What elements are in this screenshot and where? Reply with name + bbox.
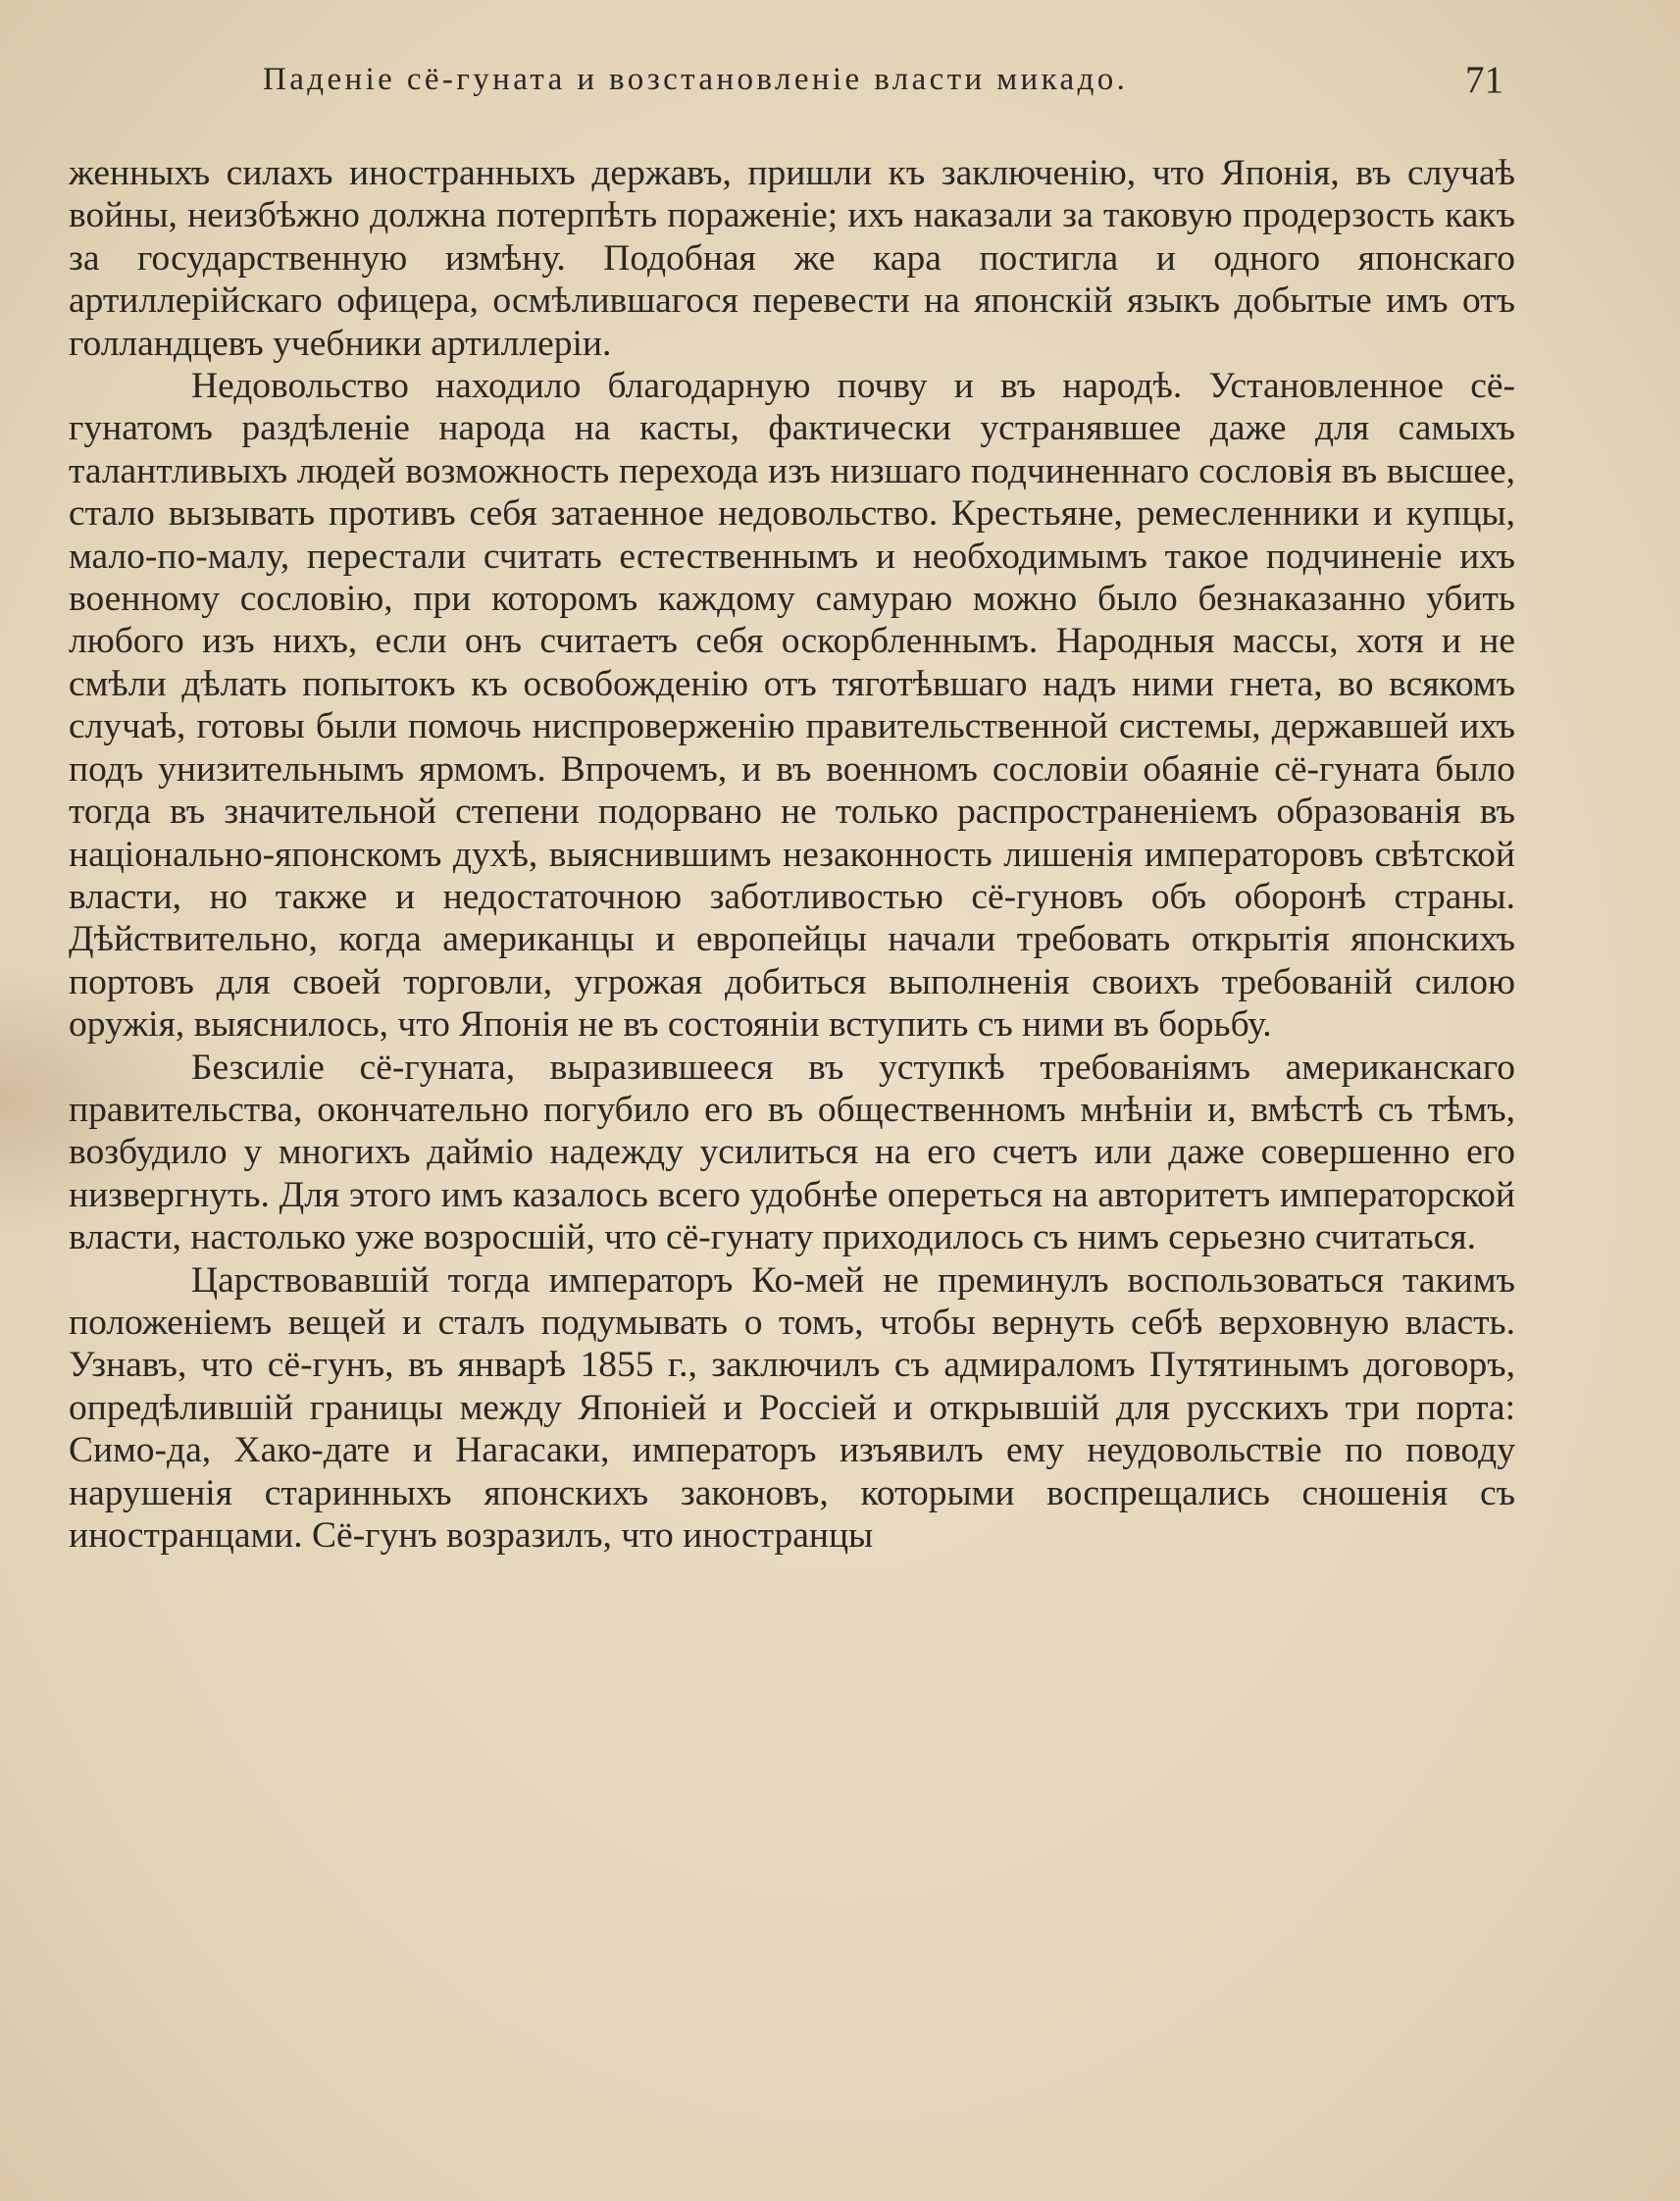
paragraph-discontent: Недовольство находило благодарную почву и въ народѣ. Установленное сё-гунатомъ раздѣленіе народа на касты, фактически устранявшее даже для самыхъ талантливыхъ людей возможность перехода изъ низшаго подчиненнаго сословія въ высшее, стало вызывать противъ себя затаенное недовольство. Крестьяне, ремесленники и купцы, мало-по-малу, перестали считать естественнымъ и необходимымъ такое подчиненіе ихъ военному сословію, при которомъ каждому самураю можно было безнаказанно убить любого изъ нихъ, если онъ считаетъ себя оскорбленнымъ. Народныя массы, хотя и не смѣли дѣлать попытокъ къ освобожденію отъ тяготѣвшаго надъ ними гнета, во всякомъ случаѣ, готовы были помочь ниспроверженію правительственной системы, державшей ихъ подъ унизительнымъ ярмомъ. Впрочемъ, и въ военномъ сословіи обаяніе сё-гуната было тогда въ значительной степени подорвано не только распространеніемъ образованія въ національно-японскомъ духѣ, выяснившимъ незаконность лишенія императоровъ свѣтской власти, но также и недостаточною заботливостью сё-гуновъ объ оборонѣ страны. Дѣйствительно, когда американцы и европейцы начали требовать открытія японскихъ портовъ для своей торговли, угрожая добиться выполненія своихъ требованій силою оружія, выяснилось, что Японія не въ состояніи вступить съ ними въ борьбу. (69, 366, 1515, 1046)
paragraph-emperor-komei: Царствовавшій тогда императоръ Ко-мей не преминулъ воспользоваться такимъ положеніемъ вещей и сталъ подумывать о томъ, чтобы вернуть себѣ верховную власть. Узнавъ, что сё-гунъ, въ январѣ 1855 г., заключилъ съ адмираломъ Путятинымъ договоръ, опредѣлившій границы между Японіей и Россіей и открывшій для русскихъ три порта: Симо-да, Хако-дате и Нагасаки, императоръ изъявилъ ему неудовольствіе по поводу нарушенія старинныхъ японскихъ законовъ, которыми воспрещались сношенія съ иностранцами. Сё-гунъ возразилъ, что иностранцы (69, 1259, 1515, 1556)
running-head (69, 54, 1515, 109)
body-text (69, 152, 1515, 1557)
book-page (69, 54, 1515, 2153)
running-title: Паденіе сё-гуната и возстановленіе власти микадо. (263, 62, 1129, 97)
paragraph-shogunate-weakness: Безсиліе сё-гуната, выразившееся въ уступкѣ требованіямъ американскаго правительства, окончательно погубило его въ общественномъ мнѣніи и, вмѣстѣ съ тѣмъ, возбудило у многихъ дайміо надежду усилиться на его счетъ или даже совершенно его низвергнуть. Для этого имъ казалось всего удобнѣе опереться на авторитетъ императорской власти, настолько уже возросшій, что сё-гунату приходилось съ нимъ серьезно считаться. (69, 1047, 1515, 1258)
paragraph-continued: женныхъ силахъ иностранныхъ державъ, пришли къ заключенію, что Японія, въ случаѣ войны, неизбѣжно должна потерпѣть пораженіе; ихъ наказали за таковую продерзость какъ за государственную измѣну. Подобная же кара постигла и одного японскаго артиллерійскаго офицера, осмѣлившагося перевести на японскій языкъ добытые имъ отъ голландцевъ учебники артиллеріи. (69, 153, 1515, 364)
page-number: 71 (1465, 59, 1503, 101)
